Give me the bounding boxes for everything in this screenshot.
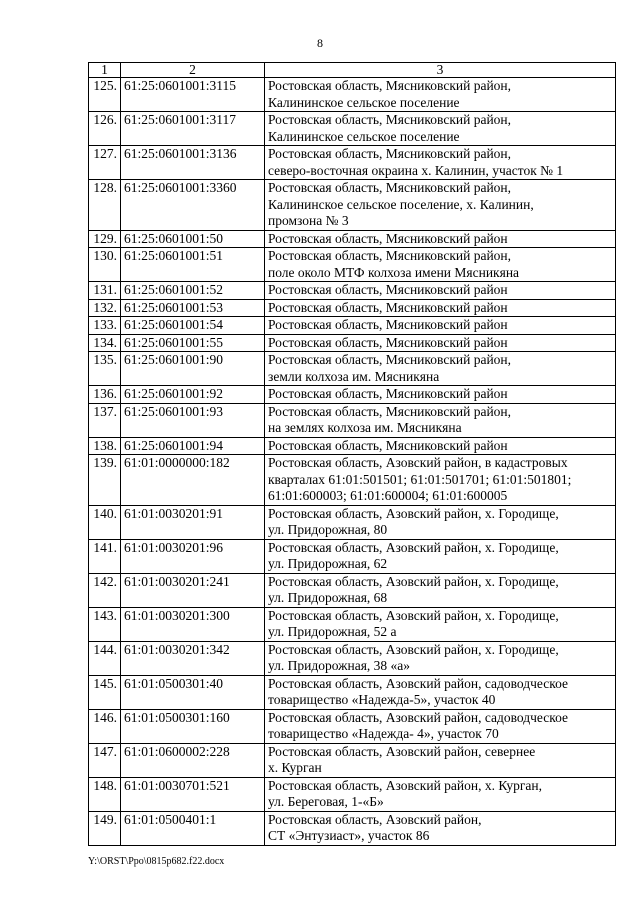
address-cell <box>265 334 616 352</box>
table-row <box>89 248 616 282</box>
address-cell <box>265 146 616 180</box>
row-number: 129. <box>89 230 121 248</box>
table-row <box>89 437 616 455</box>
cadastral-number: 61:01:0600002:228 <box>121 743 265 777</box>
row-number: 149. <box>89 811 121 845</box>
row-number: 141. <box>89 539 121 573</box>
address-cell <box>265 78 616 112</box>
table-row <box>89 317 616 335</box>
cadastral-number: 61:01:0500301:40 <box>121 675 265 709</box>
cadastral-number: 61:01:0030201:96 <box>121 539 265 573</box>
address-cell <box>265 317 616 335</box>
cadastral-number: 61:25:0601001:3117 <box>121 112 265 146</box>
table-row <box>89 230 616 248</box>
address-cell <box>265 180 616 231</box>
address-cell <box>265 455 616 506</box>
cadastral-number: 61:25:0601001:52 <box>121 282 265 300</box>
address-line: земли колхоза им. Мясникяна <box>268 368 440 384</box>
address-cell <box>265 437 616 455</box>
address-line: кварталах 61:01:501501; 61:01:501701; 61:01:501801; <box>268 471 572 487</box>
address-cell <box>265 282 616 300</box>
cadastral-number: 61:25:0601001:3360 <box>121 180 265 231</box>
address-line: Ростовская область, Мясниковский район, <box>268 248 512 263</box>
address-line: 61:01:600003; 61:01:600004; 61:01:600005 <box>268 488 508 503</box>
row-number: 148. <box>89 777 121 811</box>
address-line: Ростовская область, Мясниковский район <box>268 230 508 246</box>
row-number: 145. <box>89 675 121 709</box>
address-line: северо-восточная окраина х. Калинин, участок № 1 <box>268 162 564 178</box>
address-line: Ростовская область, Азовский район, севернее <box>268 743 536 759</box>
table-row <box>89 282 616 300</box>
address-line: Ростовская область, Азовский район, садоводческое <box>268 675 569 691</box>
address-cell <box>265 386 616 404</box>
address-cell <box>265 505 616 539</box>
cadastral-number: 61:01:0030201:241 <box>121 573 265 607</box>
cadastral-number: 61:01:0030201:300 <box>121 607 265 641</box>
cadastral-number: 61:01:0030201:91 <box>121 505 265 539</box>
row-number: 146. <box>89 709 121 743</box>
address-line: на землях колхоза им. Мясникяна <box>268 420 462 435</box>
table-row <box>89 777 616 811</box>
address-line: Ростовская область, Азовский район, садоводческое <box>268 709 569 725</box>
table-row <box>89 539 616 573</box>
table-row <box>89 607 616 641</box>
row-number: 144. <box>89 641 121 675</box>
page-number: 8 <box>317 36 323 50</box>
row-number: 125. <box>89 78 121 112</box>
parcel-table <box>88 62 616 846</box>
address-line: ул. Придорожная, 80 <box>268 522 388 537</box>
cadastral-number: 61:25:0601001:50 <box>121 230 265 248</box>
cadastral-number: 61:01:0500301:160 <box>121 709 265 743</box>
address-line: СТ «Энтузиаст», участок 86 <box>268 828 430 843</box>
row-number: 133. <box>89 317 121 335</box>
address-line: Ростовская область, Азовский район, в кадастровых <box>268 455 568 470</box>
address-line: Ростовская область, Мясниковский район <box>268 437 508 453</box>
table-row <box>89 675 616 709</box>
column-header-1: 1 <box>89 63 121 78</box>
cadastral-number: 61:01:0030201:342 <box>121 641 265 675</box>
row-number: 139. <box>89 455 121 506</box>
table-row <box>89 455 616 506</box>
address-line: Ростовская область, Мясниковский район, <box>268 112 512 127</box>
cadastral-number: 61:01:0500401:1 <box>121 811 265 845</box>
row-number: 137. <box>89 403 121 437</box>
table-row <box>89 641 616 675</box>
table-row <box>89 573 616 607</box>
row-number: 126. <box>89 112 121 146</box>
address-line: Ростовская область, Азовский район, х. Городище, <box>268 505 559 521</box>
address-cell <box>265 403 616 437</box>
cadastral-number: 61:25:0601001:3136 <box>121 146 265 180</box>
address-cell <box>265 675 616 709</box>
address-line: ул. Придорожная, 52 а <box>268 624 397 639</box>
row-number: 143. <box>89 607 121 641</box>
address-cell <box>265 112 616 146</box>
table-row <box>89 811 616 845</box>
address-line: Ростовская область, Мясниковский район <box>268 282 508 297</box>
address-cell <box>265 743 616 777</box>
table-row <box>89 78 616 112</box>
cadastral-number: 61:25:0601001:93 <box>121 403 265 437</box>
address-line: Калининское сельское поселение, х. Калинин, <box>268 196 534 212</box>
row-number: 138. <box>89 437 121 455</box>
cadastral-number: 61:25:0601001:53 <box>121 299 265 317</box>
row-number: 128. <box>89 180 121 231</box>
cadastral-number: 61:01:0030701:521 <box>121 777 265 811</box>
address-line: Ростовская область, Азовский район, х. Городище, <box>268 641 559 657</box>
address-cell <box>265 352 616 386</box>
address-cell <box>265 811 616 845</box>
row-number: 130. <box>89 248 121 282</box>
column-header-2: 2 <box>121 63 265 78</box>
address-cell <box>265 539 616 573</box>
address-line: Ростовская область, Мясниковский район, <box>268 403 512 419</box>
address-cell <box>265 299 616 317</box>
address-line: Ростовская область, Азовский район, х. Городище, <box>268 539 559 555</box>
table-row <box>89 146 616 180</box>
address-line: х. Курган <box>268 760 322 775</box>
table-row <box>89 709 616 743</box>
address-line: Ростовская область, Мясниковский район, <box>268 146 512 161</box>
table-header-row <box>89 63 616 78</box>
table-row <box>89 403 616 437</box>
cadastral-number: 61:25:0601001:90 <box>121 352 265 386</box>
address-cell <box>265 230 616 248</box>
address-cell <box>265 607 616 641</box>
address-line: Ростовская область, Мясниковский район, <box>268 78 512 93</box>
cadastral-number: 61:25:0601001:55 <box>121 334 265 352</box>
cadastral-number: 61:25:0601001:94 <box>121 437 265 455</box>
address-line: Ростовская область, Мясниковский район <box>268 386 508 401</box>
table-body <box>89 78 616 846</box>
row-number: 140. <box>89 505 121 539</box>
cadastral-number: 61:01:0000000:182 <box>121 455 265 506</box>
cadastral-number: 61:25:0601001:92 <box>121 386 265 404</box>
address-cell <box>265 641 616 675</box>
table-row <box>89 112 616 146</box>
footer-file-path: Y:\ORST\Ppo\0815p682.f22.docx <box>88 856 225 867</box>
address-line: Ростовская область, Мясниковский район <box>268 299 508 315</box>
row-number: 142. <box>89 573 121 607</box>
address-line: Ростовская область, Азовский район, х. Городище, <box>268 573 559 589</box>
address-line: Ростовская область, Азовский район, х. Курган, <box>268 777 542 793</box>
row-number: 131. <box>89 282 121 300</box>
cadastral-number: 61:25:0601001:3115 <box>121 78 265 112</box>
address-line: Ростовская область, Мясниковский район <box>268 334 508 350</box>
column-header-3: 3 <box>265 63 616 78</box>
address-line: Ростовская область, Азовский район, х. Городище, <box>268 607 559 623</box>
table-row <box>89 299 616 317</box>
address-line: ул. Береговая, 1-«Б» <box>268 794 384 809</box>
cadastral-number: 61:25:0601001:54 <box>121 317 265 335</box>
address-line: товарищество «Надежда- 4», участок 70 <box>268 726 499 741</box>
row-number: 147. <box>89 743 121 777</box>
address-line: Калининское сельское поселение <box>268 94 460 110</box>
table-row <box>89 386 616 404</box>
row-number: 136. <box>89 386 121 404</box>
table-row <box>89 743 616 777</box>
row-number: 134. <box>89 334 121 352</box>
address-line: Ростовская область, Мясниковский район, <box>268 352 512 367</box>
address-line: товарищество «Надежда-5», участок 40 <box>268 692 496 707</box>
address-cell <box>265 248 616 282</box>
address-line: Ростовская область, Азовский район, <box>268 811 482 827</box>
address-line: Ростовская область, Мясниковский район, <box>268 180 512 195</box>
address-line: поле около МТФ колхоза имени Мясникяна <box>268 264 520 280</box>
row-number: 135. <box>89 352 121 386</box>
address-line: ул. Придорожная, 62 <box>268 556 388 571</box>
address-cell <box>265 709 616 743</box>
row-number: 127. <box>89 146 121 180</box>
address-line: Ростовская область, Мясниковский район <box>268 317 508 332</box>
address-cell <box>265 573 616 607</box>
cadastral-number: 61:25:0601001:51 <box>121 248 265 282</box>
address-line: ул. Придорожная, 38 «а» <box>268 658 411 673</box>
table-row <box>89 180 616 231</box>
row-number: 132. <box>89 299 121 317</box>
table-row <box>89 334 616 352</box>
table-row <box>89 352 616 386</box>
address-line: ул. Придорожная, 68 <box>268 590 388 605</box>
table-row <box>89 505 616 539</box>
address-cell <box>265 777 616 811</box>
address-line: промзона № 3 <box>268 213 349 228</box>
address-line: Калининское сельское поселение <box>268 128 460 144</box>
